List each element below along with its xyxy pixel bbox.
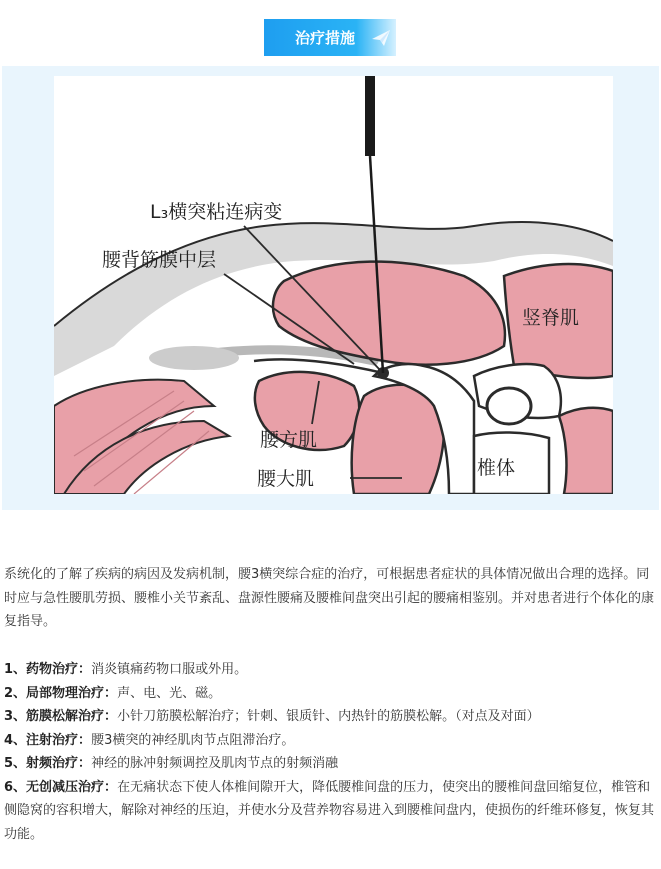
item-name: 无创减压治疗： (26, 779, 118, 795)
list-item (4, 729, 656, 753)
item-name: 局部物理治疗： (26, 685, 118, 701)
label-vertebral-body: 椎体 (477, 457, 516, 479)
section-badge-title: 治疗措施 (294, 29, 355, 47)
item-desc: 消炎镇痛药物口服或外用。 (91, 662, 248, 677)
item-number: 5、 (4, 756, 27, 771)
item-desc: 小针刀筋膜松解治疗；针刺、银质针、内热针的筋膜松解。（对点及对面） (117, 709, 540, 724)
item-desc: 神经的脉冲射频调控及肌肉节点的射频消融 (91, 756, 339, 771)
item-name: 药物治疗： (26, 662, 92, 677)
item-desc: 声、电、光、磁。 (117, 685, 222, 701)
list-item (4, 752, 656, 776)
list-item (4, 658, 656, 682)
item-desc: 在无痛状态下使人体椎间隙开大，降低腰椎间盘的压力，使突出的腰椎间盘回缩复位，椎管和侧隐窝的容积增大，解除对神经的压迫，并使水分及营养物容易进入到腰椎间盘内，使损伤的纤维环修复，恢复其功能。 (4, 779, 655, 842)
item-name: 注射治疗： (26, 732, 92, 748)
list-item (4, 705, 656, 729)
anatomy-illustration (54, 76, 613, 494)
intro-paragraph: 系统化的了解了疾病的病因及发病机制，腰3横突综合症的治疗，可根据患者症状的具体情况做出合理的选择。同时应与急性腰肌劳损、腰椎小关节紊乱、盘源性腰痛及腰椎间盘突出引起的腰痛相鉴别。并对患者进行个体化的康复指导。 (4, 567, 655, 629)
item-number: 3、 (4, 709, 27, 724)
item-number: 1、 (4, 662, 27, 677)
item-name: 射频治疗： (26, 756, 92, 771)
paper-plane-icon (370, 27, 392, 49)
item-name: 筋膜松解治疗： (26, 709, 118, 724)
label-l3-lesion: L₃横突粘连病变 (150, 201, 283, 223)
item-desc: 腰3横突的神经肌肉节点阻滞治疗。 (91, 732, 295, 748)
item-number: 4、 (4, 732, 27, 748)
list-item (4, 776, 656, 847)
figure-panel (2, 66, 659, 510)
label-psoas-major: 腰大肌 (257, 468, 315, 490)
list-item (4, 682, 656, 706)
item-number: 2、 (4, 685, 27, 701)
section-badge (264, 19, 396, 56)
label-erector-spinae: 竖脊肌 (522, 307, 580, 329)
item-number: 6、 (4, 779, 27, 795)
label-quadratus: 腰方肌 (260, 429, 318, 451)
label-fascia-middle: 腰背筋膜中层 (102, 249, 217, 271)
treatment-list (4, 658, 656, 846)
